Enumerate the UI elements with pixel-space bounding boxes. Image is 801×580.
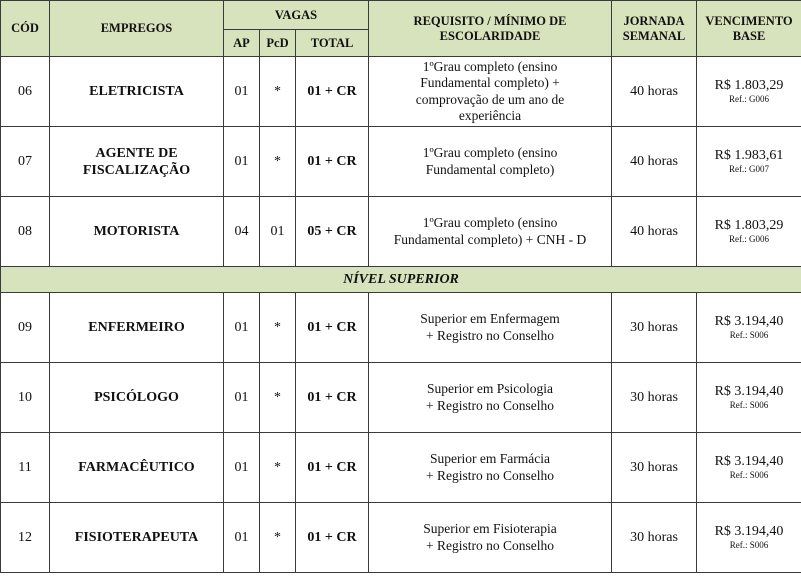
cell-vencimento xyxy=(697,197,801,267)
header-requisito-line2: ESCOLARIDADE xyxy=(439,28,541,43)
header-vencimento xyxy=(697,1,801,57)
cell-requisito xyxy=(369,433,612,503)
section-row xyxy=(1,267,801,293)
cell-emprego-line1: MOTORISTA xyxy=(93,224,180,239)
header-pcd: PcD xyxy=(260,30,296,57)
req-line: 1ºGrau completo (ensino xyxy=(422,145,558,160)
table-row xyxy=(1,503,801,573)
cell-pcd: * xyxy=(260,127,296,197)
cell-cod: 12 xyxy=(1,503,50,573)
cell-total: 05 + CR xyxy=(296,197,369,267)
cell-pcd: * xyxy=(260,503,296,573)
cell-total: 01 + CR xyxy=(296,503,369,573)
salary-value: R$ 1.803,29 xyxy=(714,218,784,233)
cell-pcd: * xyxy=(260,293,296,363)
header-empregos: EMPREGOS xyxy=(50,1,224,57)
cell-jornada: 40 horas xyxy=(612,197,697,267)
cell-ap: 01 xyxy=(224,503,260,573)
salary-value: R$ 3.194,40 xyxy=(714,524,784,539)
header-total: TOTAL xyxy=(296,30,369,57)
cell-emprego xyxy=(50,363,224,433)
table-row xyxy=(1,433,801,503)
cell-total: 01 + CR xyxy=(296,433,369,503)
cell-ap: 01 xyxy=(224,293,260,363)
table-header xyxy=(1,1,801,57)
header-ap: AP xyxy=(224,30,260,57)
cell-vencimento xyxy=(697,57,801,127)
cell-cod: 06 xyxy=(1,57,50,127)
cell-emprego-line1: PSICÓLOGO xyxy=(94,390,179,405)
cell-requisito xyxy=(369,293,612,363)
table-row xyxy=(1,127,801,197)
salary-value: R$ 3.194,40 xyxy=(714,454,784,469)
header-vagas: VAGAS xyxy=(224,1,369,30)
cell-ap: 01 xyxy=(224,57,260,127)
cell-total: 01 + CR xyxy=(296,127,369,197)
cell-ap: 04 xyxy=(224,197,260,267)
section-title: NÍVEL SUPERIOR xyxy=(1,267,801,293)
req-line: 1ºGrau completo (ensino xyxy=(422,58,558,74)
header-jornada xyxy=(612,1,697,57)
salary-value: R$ 1.803,29 xyxy=(714,78,784,93)
salary-ref: Ref.: S006 xyxy=(729,540,769,550)
header-jornada-line2: SEMANAL xyxy=(622,28,686,43)
header-cod: CÓD xyxy=(1,1,50,57)
cell-jornada: 30 horas xyxy=(612,503,697,573)
table-row xyxy=(1,363,801,433)
cell-emprego xyxy=(50,503,224,573)
cell-ap: 01 xyxy=(224,363,260,433)
cell-emprego xyxy=(50,293,224,363)
req-line: + Registro no Conselho xyxy=(426,327,555,343)
cell-pcd: * xyxy=(260,57,296,127)
salary-ref: Ref.: G007 xyxy=(729,164,770,174)
cell-jornada: 30 horas xyxy=(612,363,697,433)
salary-value: R$ 3.194,40 xyxy=(714,314,784,329)
cell-cod: 07 xyxy=(1,127,50,197)
cell-emprego-line1: ELETRICISTA xyxy=(89,84,184,99)
cell-vencimento xyxy=(697,363,801,433)
cell-emprego-line1: ENFERMEIRO xyxy=(88,320,185,335)
req-line: 1ºGrau completo (ensino xyxy=(422,215,558,230)
cell-jornada: 40 horas xyxy=(612,57,697,127)
req-line: Fundamental completo) + xyxy=(420,75,560,90)
cell-requisito xyxy=(369,197,612,267)
cell-vencimento xyxy=(697,127,801,197)
cell-emprego xyxy=(50,57,224,127)
table-row xyxy=(1,293,801,363)
cell-requisito xyxy=(369,57,612,127)
cell-vencimento xyxy=(697,293,801,363)
salary-ref: Ref.: G006 xyxy=(729,234,770,244)
req-line: + Registro no Conselho xyxy=(426,397,555,413)
req-line: + Registro no Conselho xyxy=(426,467,555,483)
cell-total: 01 + CR xyxy=(296,293,369,363)
salary-value: R$ 3.194,40 xyxy=(714,384,784,399)
req-line: experiência xyxy=(458,108,522,123)
cell-emprego-line1: FISIOTERAPEUTA xyxy=(74,530,199,545)
cell-ap: 01 xyxy=(224,127,260,197)
table-row xyxy=(1,197,801,267)
cell-requisito xyxy=(369,503,612,573)
cell-pcd: 01 xyxy=(260,197,296,267)
cell-cod: 09 xyxy=(1,293,50,363)
salary-ref: Ref.: S006 xyxy=(729,400,769,410)
req-line: + Registro no Conselho xyxy=(426,537,555,553)
cell-cod: 11 xyxy=(1,433,50,503)
cell-jornada: 40 horas xyxy=(612,127,697,197)
header-vencimento-line1: VENCIMENTO xyxy=(705,13,793,28)
cell-emprego xyxy=(50,197,224,267)
req-line: Superior em Fisioterapia xyxy=(423,521,557,536)
cell-ap: 01 xyxy=(224,433,260,503)
table-row xyxy=(1,57,801,127)
req-line: Fundamental completo) xyxy=(425,161,555,177)
header-requisito-line1: REQUISITO / MÍNIMO DE xyxy=(413,13,567,28)
cell-requisito xyxy=(369,363,612,433)
header-requisito xyxy=(369,1,612,57)
header-vencimento-line2: BASE xyxy=(732,28,766,43)
cell-emprego-line2: FISCALIZAÇÃO xyxy=(82,162,191,178)
cell-emprego-line1: FARMACÊUTICO xyxy=(78,460,195,475)
cell-emprego xyxy=(50,433,224,503)
cell-vencimento xyxy=(697,503,801,573)
req-line: comprovação de um ano de xyxy=(415,91,565,107)
cell-total: 01 + CR xyxy=(296,57,369,127)
cell-emprego xyxy=(50,127,224,197)
cell-vencimento xyxy=(697,433,801,503)
req-line: Fundamental completo) + CNH - D xyxy=(393,231,587,247)
cell-total: 01 + CR xyxy=(296,363,369,433)
salary-value: R$ 1.983,61 xyxy=(714,148,784,163)
salary-ref: Ref.: G006 xyxy=(729,94,770,104)
cell-pcd: * xyxy=(260,363,296,433)
cell-requisito xyxy=(369,127,612,197)
salary-ref: Ref.: S006 xyxy=(729,330,769,340)
cell-jornada: 30 horas xyxy=(612,433,697,503)
cell-cod: 10 xyxy=(1,363,50,433)
cell-jornada: 30 horas xyxy=(612,293,697,363)
cell-emprego-line1: AGENTE DE xyxy=(95,145,178,161)
req-line: Superior em Farmácia xyxy=(430,451,550,466)
req-line: Superior em Psicologia xyxy=(427,381,553,396)
cell-cod: 08 xyxy=(1,197,50,267)
cell-pcd: * xyxy=(260,433,296,503)
salary-ref: Ref.: S006 xyxy=(729,470,769,480)
req-line: Superior em Enfermagem xyxy=(420,311,560,326)
header-jornada-line1: JORNADA xyxy=(623,13,685,28)
